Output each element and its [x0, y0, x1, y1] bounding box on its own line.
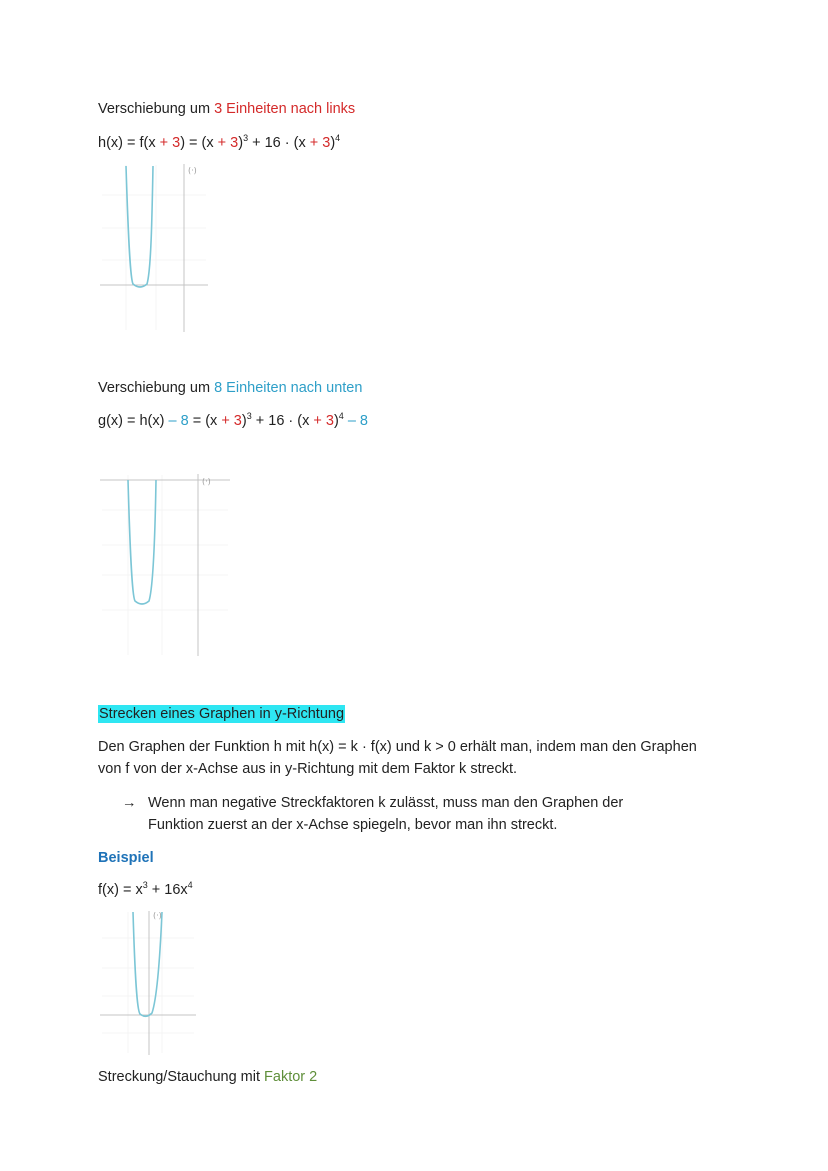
heading-highlight: Faktor 2: [264, 1069, 318, 1085]
heading-shift-down: [98, 379, 362, 397]
example-label: Beispiel: [98, 850, 154, 866]
heading-text: Verschiebung um: [98, 380, 215, 396]
formula-part: + 16 · (x: [248, 135, 310, 151]
heading-text: Verschiebung um: [98, 101, 215, 117]
formula-h: [98, 134, 340, 152]
exponent: 3: [142, 880, 148, 891]
graph-h: [98, 160, 210, 335]
formula-part: + 16x: [147, 882, 188, 898]
formula-shift: + 3: [217, 135, 239, 151]
note-text: Wenn man negative Streckfaktoren k zulässt, muss man den Graphen der Funktion zuerst an der x-Achse spiegeln, bevor man ihn streckt.: [148, 795, 624, 833]
formula-g: [98, 412, 368, 430]
graph-g: [98, 470, 233, 660]
axis-label: (·): [153, 911, 162, 920]
heading-stretch-factor: [98, 1068, 317, 1086]
arrow-right-icon: →: [122, 795, 137, 811]
formula-shift: + 3: [221, 413, 242, 429]
section-title-stretch: [98, 705, 345, 723]
formula-shift: – 8: [343, 413, 368, 429]
axis-label: (·): [202, 477, 211, 486]
definition-paragraph: Den Graphen der Funktion h mit h(x) = k · f(x) und k > 0 erhält man, indem man den Graphen von f von der x-Achse aus in y-Richtung mit dem Faktor k streckt.: [98, 739, 697, 777]
exponent: 4: [338, 411, 344, 422]
grid-lines: [102, 912, 194, 1053]
formula-part: g(x) = h(x): [98, 413, 169, 429]
formula-part: = (x: [188, 413, 222, 429]
formula-part: h(x) = f(x: [98, 135, 160, 151]
formula-part: ): [238, 135, 244, 151]
exponent: 4: [187, 880, 193, 891]
heading-highlight: 3 Einheiten nach links: [214, 101, 356, 117]
curve-g: [128, 480, 156, 604]
exponent: 4: [335, 133, 341, 144]
section-title: Strecken eines Graphen in y-Richtung: [99, 706, 345, 722]
note-negative-factor: [122, 792, 682, 836]
heading-text: Streckung/Stauchung mit: [98, 1069, 265, 1085]
curve-h: [126, 166, 153, 287]
heading-highlight: 8 Einheiten nach unten: [214, 380, 363, 396]
curve-f: [133, 912, 162, 1016]
axis-label: (·): [188, 166, 197, 175]
heading-shift-left: [98, 100, 355, 118]
exponent: 3: [246, 411, 252, 422]
formula-part: ): [330, 135, 336, 151]
exponent: 3: [243, 133, 249, 144]
formula-part: f(x) = x: [98, 882, 143, 898]
formula-part: ): [241, 413, 247, 429]
grid-lines: [102, 165, 206, 330]
formula-part: ) = (x: [180, 135, 218, 151]
formula-shift: + 3: [313, 413, 334, 429]
graph-f: [98, 908, 198, 1058]
formula-shift: + 3: [309, 135, 331, 151]
formula-part: + 16 · (x: [251, 413, 314, 429]
formula-f: [98, 881, 193, 899]
formula-shift: + 3: [159, 135, 181, 151]
grid-lines: [102, 475, 228, 655]
formula-shift: – 8: [168, 413, 189, 429]
formula-part: ): [333, 413, 339, 429]
